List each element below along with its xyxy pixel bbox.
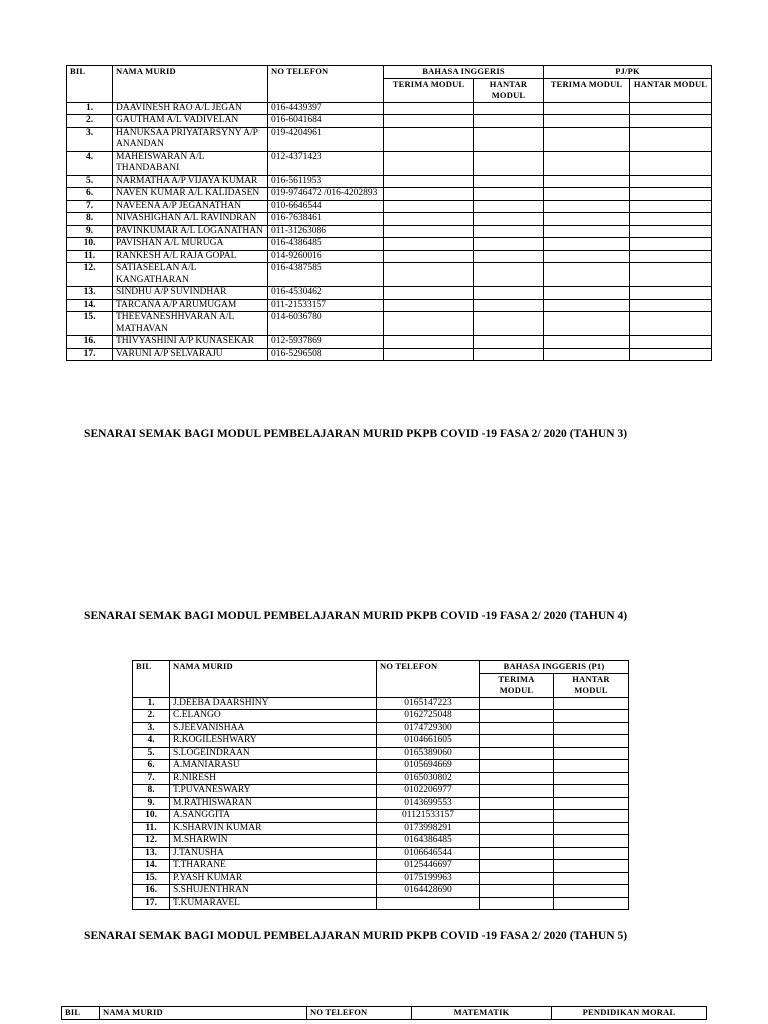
checkbox-cell <box>554 710 629 723</box>
row-nama-murid: TARCANA A/P ARUMUGAM <box>113 299 268 312</box>
row-no-telefon <box>377 897 480 910</box>
table-row <box>67 175 712 188</box>
row-nama-murid: R.KOGILESHWARY <box>170 735 377 748</box>
row-bil: 9. <box>133 797 170 810</box>
checkbox-cell <box>480 872 554 885</box>
table-row <box>67 115 712 128</box>
checkbox-cell <box>544 348 630 361</box>
checkbox-cell <box>630 175 712 188</box>
checkbox-cell <box>630 238 712 251</box>
row-nama-murid: A.SANGGITA <box>170 810 377 823</box>
checkbox-cell <box>544 225 630 238</box>
row-nama-murid: SATIASEELAN A/L KANGATHARAN <box>113 263 268 287</box>
row-no-telefon: 010-6646544 <box>268 200 384 213</box>
row-nama-murid: J.TANUSHA <box>170 847 377 860</box>
row-bil: 12. <box>67 263 113 287</box>
row-no-telefon: 0164428690 <box>377 885 480 898</box>
checkbox-cell <box>474 115 544 128</box>
row-bil: 17. <box>67 348 113 361</box>
row-no-telefon: 012-5937869 <box>268 336 384 349</box>
row-bil: 1. <box>133 697 170 710</box>
row-nama-murid: C.ELANGO <box>170 710 377 723</box>
row-bil: 3. <box>133 722 170 735</box>
column-header-terima-modul: TERIMA MODUL <box>544 78 630 102</box>
checkbox-cell <box>474 188 544 201</box>
column-header-bil: BIL <box>133 661 170 698</box>
checkbox-cell <box>630 127 712 151</box>
row-nama-murid: S.JEEVANISHAA <box>170 722 377 735</box>
row-no-telefon: 0125446697 <box>377 860 480 873</box>
checkbox-cell <box>474 200 544 213</box>
row-no-telefon: 0173998291 <box>377 822 480 835</box>
checkbox-cell <box>474 287 544 300</box>
row-no-telefon: 016-5611953 <box>268 175 384 188</box>
checkbox-cell <box>544 238 630 251</box>
row-bil: 17. <box>133 897 170 910</box>
checkbox-cell <box>384 175 474 188</box>
table-row <box>67 336 712 349</box>
checkbox-cell <box>544 102 630 115</box>
row-bil: 6. <box>67 188 113 201</box>
checkbox-cell <box>630 102 712 115</box>
row-no-telefon: 0174729300 <box>377 722 480 735</box>
checkbox-cell <box>554 860 629 873</box>
row-nama-murid: P.YASH KUMAR <box>170 872 377 885</box>
row-bil: 16. <box>67 336 113 349</box>
row-bil: 8. <box>67 213 113 226</box>
row-no-telefon: 011-21533157 <box>268 299 384 312</box>
checkbox-cell <box>480 772 554 785</box>
row-no-telefon: 014-9260016 <box>268 250 384 263</box>
row-no-telefon: 016-5296508 <box>268 348 384 361</box>
checkbox-cell <box>630 200 712 213</box>
row-nama-murid: RANKESH A/L RAJA GOPAL <box>113 250 268 263</box>
checkbox-cell <box>544 299 630 312</box>
checkbox-cell <box>474 175 544 188</box>
table-row <box>133 797 629 810</box>
checkbox-cell <box>384 225 474 238</box>
checkbox-cell <box>480 697 554 710</box>
section-heading-tahun-3: SENARAI SEMAK BAGI MODUL PEMBELAJARAN MURID PKPB COVID -19 FASA 2/ 2020 (TAHUN 3) <box>84 428 628 440</box>
row-nama-murid: M.RATHISWARAN <box>170 797 377 810</box>
table-row <box>133 697 629 710</box>
checkbox-cell <box>630 299 712 312</box>
checkbox-cell <box>384 188 474 201</box>
row-bil: 4. <box>67 151 113 175</box>
row-nama-murid: SINDHU A/P SUVINDHAR <box>113 287 268 300</box>
row-nama-murid: T.THARANE <box>170 860 377 873</box>
row-nama-murid: NARMATHA A/P VIJAYA KUMAR <box>113 175 268 188</box>
table-row <box>133 822 629 835</box>
checkbox-cell <box>554 835 629 848</box>
row-bil: 13. <box>67 287 113 300</box>
table-row <box>67 287 712 300</box>
table-row <box>67 102 712 115</box>
row-nama-murid: T.PUVANESWARY <box>170 785 377 798</box>
row-no-telefon: 016-6041684 <box>268 115 384 128</box>
checkbox-cell <box>630 250 712 263</box>
checkbox-cell <box>630 188 712 201</box>
row-no-telefon: 0102206977 <box>377 785 480 798</box>
table-row <box>133 897 629 910</box>
column-header-bil: BIL <box>67 66 113 103</box>
checkbox-cell <box>554 797 629 810</box>
row-no-telefon: 019-4204961 <box>268 127 384 151</box>
column-header-matematik: MATEMATIK <box>412 1007 552 1020</box>
checkbox-cell <box>544 287 630 300</box>
table-body <box>133 697 629 910</box>
column-header-no-telefon: NO TELEFON <box>377 661 480 698</box>
checkbox-cell <box>480 735 554 748</box>
row-bil: 3. <box>67 127 113 151</box>
column-header-nama-murid: NAMA MURID <box>113 66 268 103</box>
row-nama-murid: THIVYASHINI A/P KUNASEKAR <box>113 336 268 349</box>
checkbox-cell <box>554 897 629 910</box>
checkbox-cell <box>384 250 474 263</box>
row-bil: 13. <box>133 847 170 860</box>
row-nama-murid: T.KUMARAVEL <box>170 897 377 910</box>
checkbox-cell <box>480 785 554 798</box>
column-header-bil: BIL <box>62 1007 100 1020</box>
checkbox-cell <box>480 847 554 860</box>
column-header-terima-modul: TERIMA MODUL <box>480 673 554 697</box>
checkbox-cell <box>554 772 629 785</box>
checkbox-cell <box>554 785 629 798</box>
checkbox-cell <box>630 263 712 287</box>
column-header-no-telefon: NO TELEFON <box>268 66 384 103</box>
checkbox-cell <box>384 238 474 251</box>
table-row <box>133 872 629 885</box>
row-bil: 4. <box>133 735 170 748</box>
row-nama-murid: K.SHARVIN KUMAR <box>170 822 377 835</box>
table-row <box>133 847 629 860</box>
checkbox-cell <box>474 127 544 151</box>
column-header-no-telefon: NO TELEFON <box>307 1007 412 1020</box>
column-header-pj-pk: PJ/PK <box>544 66 712 79</box>
row-bil: 5. <box>133 747 170 760</box>
row-bil: 9. <box>67 225 113 238</box>
column-header-bahasa-inggeris-p1: BAHASA INGGERIS (P1) <box>480 661 629 674</box>
row-no-telefon: 016-4387585 <box>268 263 384 287</box>
checkbox-cell <box>544 312 630 336</box>
row-no-telefon: 016-4530462 <box>268 287 384 300</box>
checkbox-cell <box>544 250 630 263</box>
table-row <box>133 860 629 873</box>
checkbox-cell <box>554 735 629 748</box>
checkbox-cell <box>480 860 554 873</box>
checkbox-cell <box>480 822 554 835</box>
checkbox-cell <box>544 213 630 226</box>
row-bil: 14. <box>133 860 170 873</box>
checkbox-cell <box>630 151 712 175</box>
checkbox-cell <box>384 127 474 151</box>
table-row <box>67 213 712 226</box>
checkbox-cell <box>480 710 554 723</box>
checkbox-cell <box>630 312 712 336</box>
checkbox-cell <box>480 897 554 910</box>
row-bil: 2. <box>133 710 170 723</box>
table-row <box>133 885 629 898</box>
checklist-table-tahun-3 <box>66 65 712 361</box>
checkbox-cell <box>474 263 544 287</box>
table-row <box>133 835 629 848</box>
checkbox-cell <box>554 810 629 823</box>
checkbox-cell <box>554 822 629 835</box>
table-body <box>67 102 712 361</box>
checkbox-cell <box>384 312 474 336</box>
checkbox-cell <box>630 115 712 128</box>
row-no-telefon: 0106646544 <box>377 847 480 860</box>
row-nama-murid: MAHEISWARAN A/L THANDABANI <box>113 151 268 175</box>
checkbox-cell <box>544 188 630 201</box>
section-heading-tahun-5: SENARAI SEMAK BAGI MODUL PEMBELAJARAN MURID PKPB COVID -19 FASA 2/ 2020 (TAHUN 5) <box>84 930 628 942</box>
row-no-telefon: 0164386485 <box>377 835 480 848</box>
row-bil: 1. <box>67 102 113 115</box>
checkbox-cell <box>474 250 544 263</box>
checkbox-cell <box>474 238 544 251</box>
table-row <box>133 785 629 798</box>
row-bil: 11. <box>133 822 170 835</box>
table-row <box>133 735 629 748</box>
checkbox-cell <box>384 299 474 312</box>
checkbox-cell <box>544 336 630 349</box>
row-bil: 2. <box>67 115 113 128</box>
table-row <box>133 722 629 735</box>
checkbox-cell <box>384 115 474 128</box>
table-row <box>67 263 712 287</box>
row-bil: 14. <box>67 299 113 312</box>
checkbox-cell <box>480 760 554 773</box>
table-row <box>67 250 712 263</box>
checkbox-cell <box>630 348 712 361</box>
row-no-telefon: 0165389060 <box>377 747 480 760</box>
table-row <box>67 299 712 312</box>
checkbox-cell <box>384 287 474 300</box>
checkbox-cell <box>554 697 629 710</box>
row-nama-murid: VARUNI A/P SELVARAJU <box>113 348 268 361</box>
column-header-hantar-modul: HANTAR MODUL <box>630 78 712 102</box>
checkbox-cell <box>384 336 474 349</box>
checkbox-cell <box>384 213 474 226</box>
column-header-bahasa-inggeris: BAHASA INGGERIS <box>384 66 544 79</box>
checkbox-cell <box>630 213 712 226</box>
checkbox-cell <box>480 835 554 848</box>
row-nama-murid: R.NIRESH <box>170 772 377 785</box>
row-bil: 7. <box>133 772 170 785</box>
row-nama-murid: THEEVANESHHVARAN A/L MATHAVAN <box>113 312 268 336</box>
column-header-nama-murid: NAMA MURID <box>100 1007 307 1020</box>
checkbox-cell <box>474 336 544 349</box>
row-no-telefon: 0165030802 <box>377 772 480 785</box>
row-bil: 10. <box>67 238 113 251</box>
column-header-terima-modul: TERIMA MODUL <box>384 78 474 102</box>
checkbox-cell <box>630 287 712 300</box>
checkbox-cell <box>480 747 554 760</box>
table-row <box>133 810 629 823</box>
checkbox-cell <box>630 336 712 349</box>
table-row <box>67 225 712 238</box>
row-nama-murid: M.SHARWIN <box>170 835 377 848</box>
row-no-telefon: 01121533157 <box>377 810 480 823</box>
row-bil: 7. <box>67 200 113 213</box>
column-header-nama-murid: NAMA MURID <box>170 661 377 698</box>
row-bil: 16. <box>133 885 170 898</box>
checkbox-cell <box>554 847 629 860</box>
row-no-telefon: 0143699553 <box>377 797 480 810</box>
table-row <box>67 188 712 201</box>
checkbox-cell <box>480 810 554 823</box>
checkbox-cell <box>554 872 629 885</box>
row-no-telefon: 0175199963 <box>377 872 480 885</box>
table-row <box>67 238 712 251</box>
row-nama-murid: J.DEEBA DAARSHINY <box>170 697 377 710</box>
table-row <box>67 348 712 361</box>
checkbox-cell <box>474 348 544 361</box>
checkbox-cell <box>544 151 630 175</box>
table-row <box>67 151 712 175</box>
row-bil: 12. <box>133 835 170 848</box>
row-no-telefon: 0162725048 <box>377 710 480 723</box>
row-no-telefon: 0165147223 <box>377 697 480 710</box>
checkbox-cell <box>544 200 630 213</box>
row-bil: 5. <box>67 175 113 188</box>
column-header-hantar-modul: HANTAR MODUL <box>554 673 629 697</box>
column-header-pendidikan-moral: PENDIDIKAN MORAL <box>552 1007 707 1020</box>
checkbox-cell <box>554 760 629 773</box>
checkbox-cell <box>554 885 629 898</box>
checkbox-cell <box>480 722 554 735</box>
checkbox-cell <box>554 722 629 735</box>
row-nama-murid: PAVISHAN A/L MURUGA <box>113 238 268 251</box>
checkbox-cell <box>554 747 629 760</box>
checkbox-cell <box>630 225 712 238</box>
checkbox-cell <box>474 299 544 312</box>
row-nama-murid: S.LOGEINDRAAN <box>170 747 377 760</box>
checklist-table-tahun-4 <box>132 660 629 910</box>
table-row <box>67 127 712 151</box>
row-no-telefon: 016-7638461 <box>268 213 384 226</box>
row-no-telefon: 0105694669 <box>377 760 480 773</box>
row-bil: 11. <box>67 250 113 263</box>
table-row <box>133 772 629 785</box>
row-nama-murid: NIVASHIGHAN A/L RAVINDRAN <box>113 213 268 226</box>
checkbox-cell <box>384 348 474 361</box>
column-header-hantar-modul: HANTAR MODUL <box>474 78 544 102</box>
row-nama-murid: S.SHUJENTHRAN <box>170 885 377 898</box>
checkbox-cell <box>544 115 630 128</box>
checkbox-cell <box>544 263 630 287</box>
row-nama-murid: DAAVINESH RAO A/L JEGAN <box>113 102 268 115</box>
row-bil: 10. <box>133 810 170 823</box>
row-bil: 15. <box>133 872 170 885</box>
row-bil: 15. <box>67 312 113 336</box>
table-row <box>133 760 629 773</box>
row-no-telefon: 0104661605 <box>377 735 480 748</box>
row-no-telefon: 019-9746472 /016-4202893 <box>268 188 384 201</box>
checkbox-cell <box>384 200 474 213</box>
checklist-table-tahun-5 <box>61 1006 707 1020</box>
row-no-telefon: 012-4371423 <box>268 151 384 175</box>
checkbox-cell <box>480 797 554 810</box>
table-row <box>133 710 629 723</box>
checkbox-cell <box>384 263 474 287</box>
row-nama-murid: HANUKSAA PRIYATARSYNY A/P ANANDAN <box>113 127 268 151</box>
row-bil: 8. <box>133 785 170 798</box>
checkbox-cell <box>480 885 554 898</box>
row-no-telefon: 014-6036780 <box>268 312 384 336</box>
row-nama-murid: NAVEENA A/P JEGANATHAN <box>113 200 268 213</box>
row-no-telefon: 016-4386485 <box>268 238 384 251</box>
table-row <box>133 747 629 760</box>
row-nama-murid: NAVEN KUMAR A/L KALIDASEN <box>113 188 268 201</box>
section-heading-tahun-4: SENARAI SEMAK BAGI MODUL PEMBELAJARAN MURID PKPB COVID -19 FASA 2/ 2020 (TAHUN 4) <box>84 610 628 622</box>
row-nama-murid: PAVINKUMAR A/L LOGANATHAN <box>113 225 268 238</box>
row-no-telefon: 016-4439397 <box>268 102 384 115</box>
row-no-telefon: 011-31263086 <box>268 225 384 238</box>
checkbox-cell <box>474 213 544 226</box>
checkbox-cell <box>474 312 544 336</box>
row-bil: 6. <box>133 760 170 773</box>
checkbox-cell <box>384 102 474 115</box>
checkbox-cell <box>384 151 474 175</box>
checkbox-cell <box>544 127 630 151</box>
row-nama-murid: A.MANIARASU <box>170 760 377 773</box>
checkbox-cell <box>474 151 544 175</box>
checkbox-cell <box>474 225 544 238</box>
checkbox-cell <box>544 175 630 188</box>
table-row <box>67 312 712 336</box>
table-row <box>67 200 712 213</box>
row-nama-murid: GAUTHAM A/L VADIVELAN <box>113 115 268 128</box>
checkbox-cell <box>474 102 544 115</box>
